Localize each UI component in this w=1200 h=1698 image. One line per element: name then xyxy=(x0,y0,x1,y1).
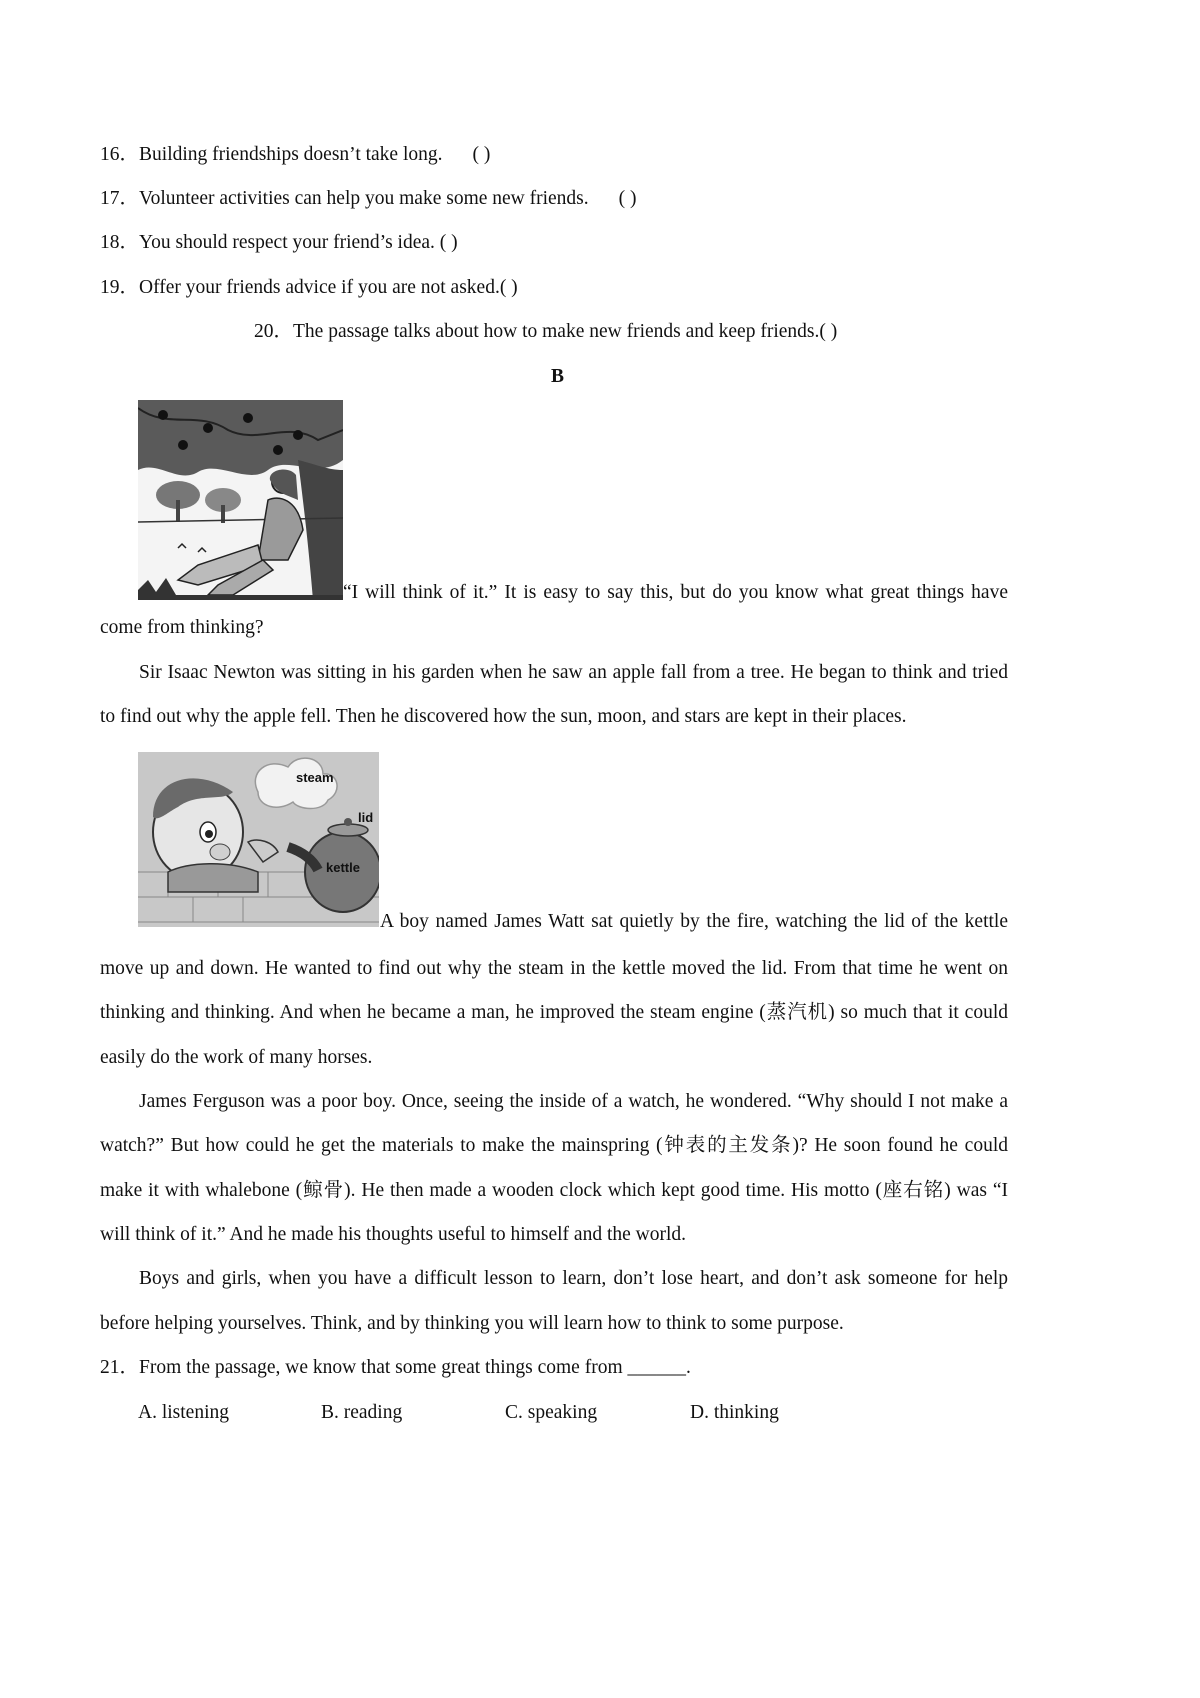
paragraph-4-line-3: make it with whalebone (鲸骨). He then made a wooden clock which kept good time. His motto (座右铭) was “I xyxy=(100,1180,1008,1201)
newton-illustration xyxy=(138,400,343,600)
kettle-label: kettle xyxy=(326,860,360,875)
paragraph-4-line-2: watch?” But how could he get the materials to make the mainspring (钟表的主发条)? He soon found he could xyxy=(100,1135,1008,1156)
question-18 xyxy=(100,231,458,255)
paragraph-1-line-1: “I will think of it.” It is easy to say this, but do you know what great things have xyxy=(343,582,1008,603)
question-text: Offer your friends advice if you are not asked.( ) xyxy=(139,277,518,298)
answer-bracket[interactable]: ( ) xyxy=(618,188,637,209)
question-text: Building friendships doesn’t take long. xyxy=(139,144,443,165)
option-c[interactable]: C. speaking xyxy=(505,1402,598,1423)
question-text: Volunteer activities can help you make some new friends. xyxy=(139,188,589,209)
section-title: B xyxy=(551,366,565,387)
paragraph-2-line-1: Sir Isaac Newton was sitting in his garden when he saw an apple fall from a tree. He began to think and tried xyxy=(139,662,1008,683)
question-number: 16． xyxy=(100,144,140,165)
question-number: 17． xyxy=(100,188,140,209)
paragraph-5-line-2: before helping yourselves. Think, and by thinking you will learn how to think to some purpose. xyxy=(100,1313,844,1334)
question-19 xyxy=(100,276,518,300)
option-b[interactable]: B. reading xyxy=(321,1402,403,1423)
paragraph-2-line-2: to find out why the apple fell. Then he discovered how the sun, moon, and stars are kept in their places. xyxy=(100,706,907,727)
question-number: 20． xyxy=(254,321,294,342)
question-number: 19． xyxy=(100,277,140,298)
question-17 xyxy=(100,187,637,211)
paragraph-3-line-1: A boy named James Watt sat quietly by the fire, watching the lid of the kettle xyxy=(380,911,1008,932)
question-16 xyxy=(100,143,490,167)
question-number: 21． xyxy=(100,1357,140,1378)
paragraph-4-line-1: James Ferguson was a poor boy. Once, seeing the inside of a watch, he wondered. “Why should I not make a xyxy=(139,1091,1008,1112)
paragraph-3-line-4: easily do the work of many horses. xyxy=(100,1047,373,1068)
paragraph-3-line-3: thinking and thinking. And when he became a man, he improved the steam engine (蒸汽机) so much that it could xyxy=(100,1002,1008,1023)
answer-bracket[interactable]: ( ) xyxy=(472,144,491,165)
question-20 xyxy=(254,320,837,344)
question-21 xyxy=(100,1356,691,1380)
question-text: The passage talks about how to make new friends and keep friends.( ) xyxy=(293,321,838,342)
question-number: 18． xyxy=(100,232,140,253)
paragraph-5-line-1: Boys and girls, when you have a difficult lesson to learn, don’t lose heart, and don’t ask someone for help xyxy=(139,1268,1008,1289)
paragraph-4-line-4: will think of it.” And he made his thoughts useful to himself and the world. xyxy=(100,1224,687,1245)
option-d[interactable]: D. thinking xyxy=(690,1402,779,1423)
question-text: You should respect your friend’s idea. ( ) xyxy=(139,232,458,253)
option-a[interactable]: A. listening xyxy=(138,1402,229,1423)
paragraph-3-line-2: move up and down. He wanted to find out why the steam in the kettle moved the lid. From that time he went on xyxy=(100,958,1008,979)
watt-illustration xyxy=(138,752,379,927)
lid-label: lid xyxy=(358,810,374,825)
paragraph-1-line-2: come from thinking? xyxy=(100,617,264,638)
steam-label: steam xyxy=(296,770,334,785)
question-stem: From the passage, we know that some great things come from ______. xyxy=(139,1357,691,1378)
